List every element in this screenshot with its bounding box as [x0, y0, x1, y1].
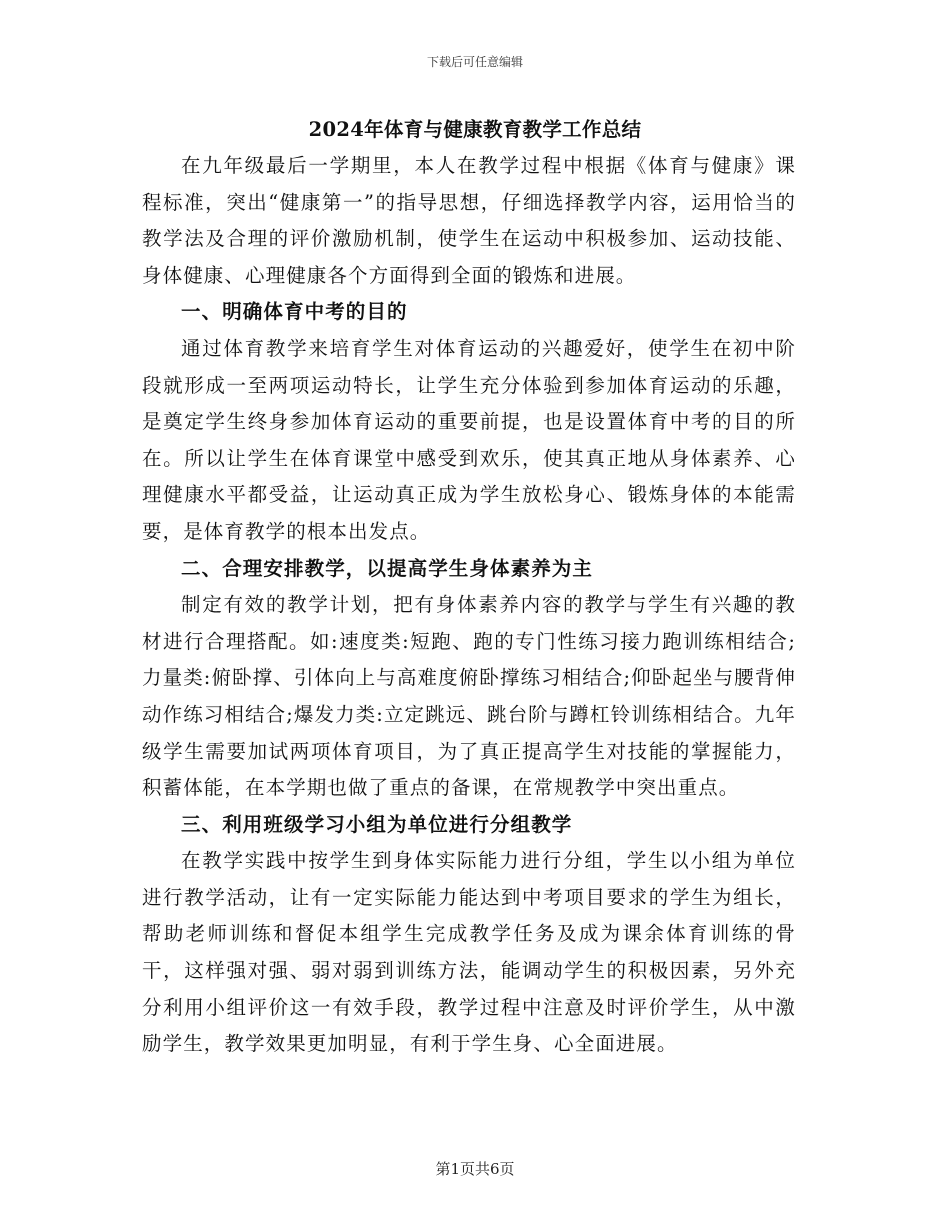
intro-paragraph: 在九年级最后一学期里，本人在教学过程中根据《体育与健康》课程标准，突出“健康第一”的指导思想，仔细选择教学内容，运用恰当的教学法及合理的评价激励机制，使学生在运动中积极参加、运动技能、身体健康、心理健康各个方面得到全面的锻炼和进展。: [142, 154, 796, 287]
document-body: [142, 148, 796, 1063]
section-3-heading: 三、利用班级学习小组为单位进行分组教学: [181, 812, 573, 836]
section-2-paragraph: 制定有效的教学计划，把有身体素养内容的教学与学生有兴趣的教材进行合理搭配。如:速度类:短跑、跑的专门性练习接力跑训练相结合;力量类:俯卧撑、引体向上与高难度俯卧撑练习相结合;仰卧起坐与腰背伸动作练习相结合;爆发力类:立定跳远、跳台阶与蹲杠铃训练相结合。九年级学生需要加试两项体育项目，为了真正提高学生对技能的掌握能力，积蓄体能，在本学期也做了重点的备课，在常规教学中突出重点。: [142, 593, 796, 800]
section-3-paragraph: 在教学实践中按学生到身体实际能力进行分组，学生以小组为单位进行教学活动，让有一定实际能力能达到中考项目要求的学生为组长，帮助老师训练和督促本组学生完成教学任务及成为课余体育训练的骨干，这样强对强、弱对弱到训练方法，能调动学生的积极因素，另外充分利用小组评价这一有效手段，教学过程中注意及时评价学生，从中激励学生，教学效果更加明显，有利于学生身、心全面进展。: [142, 849, 796, 1056]
section-1-heading: 一、明确体育中考的目的: [181, 300, 408, 324]
section-1-paragraph: 通过体育教学来培育学生对体育运动的兴趣爱好，使学生在初中阶段就形成一至两项运动特长，让学生充分体验到参加体育运动的乐趣，是奠定学生终身参加体育运动的重要前提，也是设置体育中考的目的所在。所以让学生在体育课堂中感受到欢乐，使其真正地从身体素养、心理健康水平都受益，让运动真正成为学生放松身心、锻炼身体的本能需要，是体育教学的根本出发点。: [142, 336, 796, 543]
document-title: 2024年体育与健康教育教学工作总结: [308, 118, 642, 141]
page-number-footer: 第1页共6页: [435, 1160, 515, 1178]
page-header-note: 下载后可任意编辑: [426, 55, 523, 69]
section-2-heading: 二、合理安排教学，以提高学生身体素养为主: [181, 556, 594, 580]
